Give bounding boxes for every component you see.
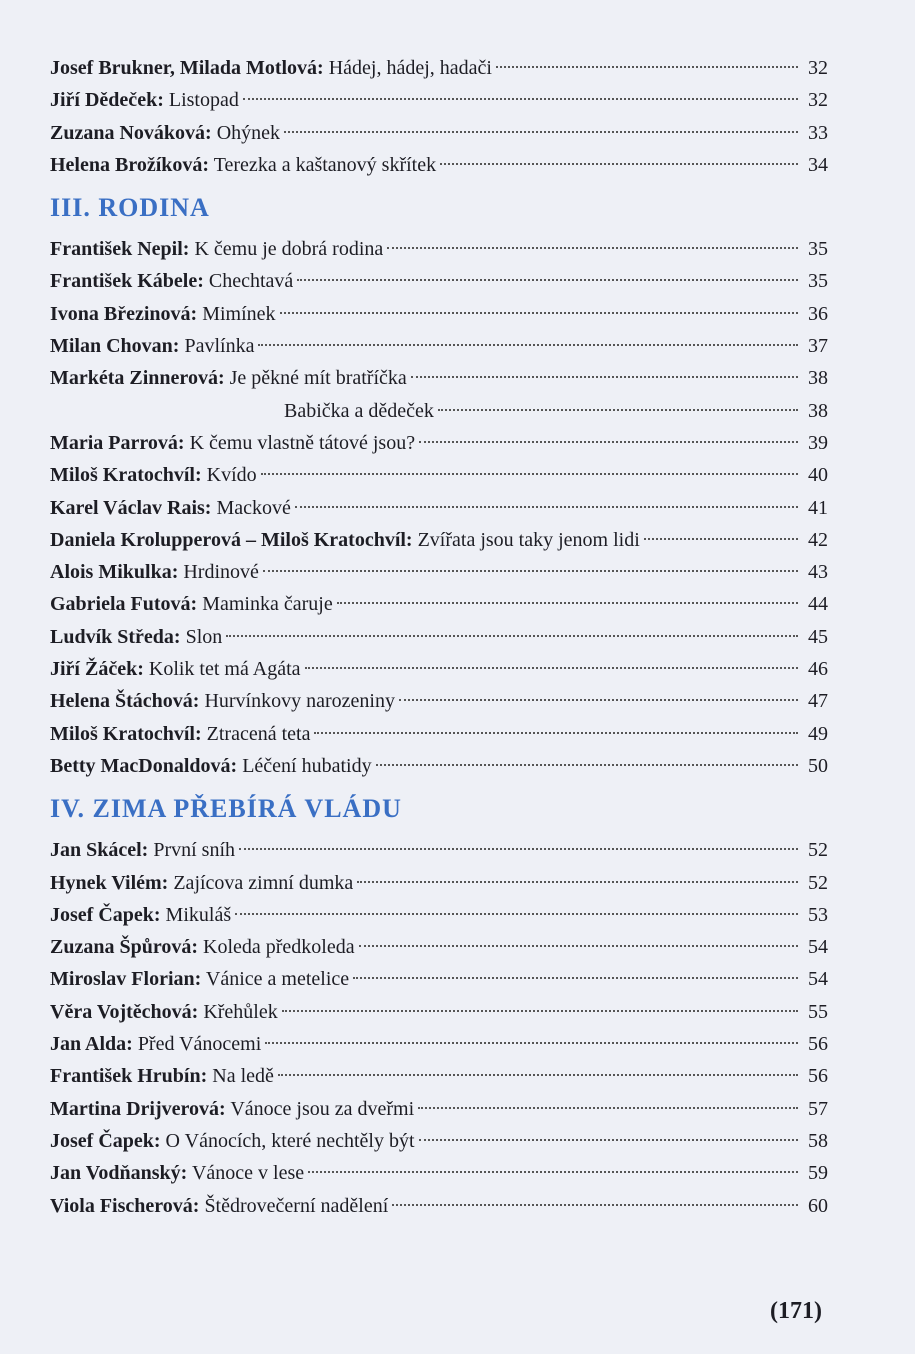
toc-entry: [50, 265, 828, 297]
toc-title: Kolik tet má Agáta: [143, 658, 301, 681]
dot-leader: [392, 1204, 798, 1206]
dot-leader: [418, 1107, 798, 1109]
toc-author: Hynek Vilém:: [50, 871, 169, 894]
toc-title: Mikuláš: [160, 903, 232, 926]
toc-author: Jan Alda:: [50, 1033, 133, 1056]
toc-entry: [50, 588, 828, 620]
toc-page-number: 35: [808, 270, 828, 293]
toc-author: Josef Čapek:: [50, 903, 161, 926]
toc-author: Viola Fischerová:: [50, 1194, 200, 1217]
toc-entry-text: [50, 524, 640, 556]
toc-title: Na ledě: [207, 1065, 274, 1088]
toc-entry: [50, 395, 828, 427]
toc-entry-text: [50, 653, 301, 685]
toc-title: O Vánocích, které nechtěly být: [160, 1129, 415, 1152]
toc-author: Gabriela Futová:: [50, 593, 198, 616]
toc-entry: [50, 899, 828, 931]
toc-entry-text: [50, 1028, 261, 1060]
toc-title: Babička a dědeček: [284, 399, 434, 422]
toc-page-number: 54: [808, 968, 828, 991]
toc-entry-text: [50, 1125, 415, 1157]
toc-entry: [50, 685, 828, 717]
toc-title: Hádej, hádej, hadači: [323, 57, 492, 79]
toc-entry: [50, 117, 828, 149]
toc-entry: [50, 459, 828, 491]
toc-entry-text: [50, 459, 257, 491]
toc-entry-text: [50, 834, 235, 866]
toc-entry-text: [50, 588, 333, 620]
toc-author: Martina Drijverová:: [50, 1097, 226, 1120]
toc-page-number: 40: [808, 464, 828, 487]
toc-entry: [50, 1125, 828, 1157]
dot-leader: [337, 602, 798, 604]
toc-author: Jiří Žáček:: [50, 658, 144, 681]
toc-entry-text: [50, 117, 280, 149]
toc-page-number: 54: [808, 936, 828, 959]
toc-title: Maminka čaruje: [197, 593, 333, 616]
toc-entry-text: [50, 963, 349, 995]
toc-entry-text: [50, 265, 293, 297]
toc-author: Maria Parrová:: [50, 431, 185, 454]
dot-leader: [438, 409, 798, 411]
toc-entry: [50, 1060, 828, 1092]
dot-leader: [440, 163, 798, 165]
toc-entry: [50, 233, 828, 265]
toc-title: Hurvínkovy narozeniny: [199, 690, 395, 713]
toc-author: František Nepil:: [50, 238, 190, 261]
toc-title: Křehůlek: [198, 1000, 278, 1023]
toc-page-number: 34: [808, 153, 828, 176]
toc-author: Jan Skácel:: [50, 839, 149, 862]
toc-entry: [50, 1028, 828, 1060]
toc-author: Markéta Zinnerová:: [50, 367, 225, 390]
toc-author: Miroslav Florian:: [50, 968, 202, 991]
dot-leader: [282, 1010, 798, 1012]
toc-entry: [50, 963, 828, 995]
toc-title: Terezka a kaštanový skřítek: [209, 153, 437, 176]
dot-leader: [305, 667, 798, 669]
dot-leader: [297, 279, 798, 281]
toc-entry-text: [50, 492, 291, 524]
dot-leader: [644, 538, 798, 540]
dot-leader: [353, 977, 798, 979]
toc-entry-text: [50, 931, 355, 963]
toc-page-number: 50: [808, 754, 828, 777]
toc-entry: [50, 524, 828, 556]
dot-leader: [243, 98, 798, 100]
toc-author: Zuzana Špůrová:: [50, 936, 199, 959]
toc-author: Miloš Kratochvíl:: [50, 464, 202, 487]
toc-entry: [50, 556, 828, 588]
toc-entry-text: [50, 718, 310, 750]
toc-page-number: 43: [808, 561, 828, 584]
toc-author: Daniela Krolupperová – Miloš Kratochvíl:: [50, 528, 413, 551]
toc-entry-text: [50, 395, 434, 427]
toc-title: K čemu je dobrá rodina: [189, 238, 384, 261]
toc-page-number: 55: [808, 1000, 828, 1023]
toc-page-number: 52: [808, 839, 828, 862]
toc-title: Zvířata jsou taky jenom lidi: [412, 528, 640, 551]
dot-leader: [357, 881, 798, 883]
dot-leader: [235, 913, 798, 915]
toc-entry-text: [50, 899, 231, 931]
toc-author: Věra Vojtěchová:: [50, 1000, 199, 1023]
toc-author: Josef Brukner, Milada Motlová:: [50, 57, 324, 79]
toc-page-number: 49: [808, 722, 828, 745]
toc-page-number: 56: [808, 1065, 828, 1088]
toc-entry: [50, 653, 828, 685]
toc-author: Ivona Březinová:: [50, 302, 198, 325]
toc-page-number: 47: [808, 690, 828, 713]
toc-entry-text: [50, 1060, 274, 1092]
toc-page-number: 44: [808, 593, 828, 616]
toc-page-number: 37: [808, 335, 828, 358]
toc-title: Je pěkné mít bratříčka: [224, 367, 407, 390]
toc-entry: [50, 1190, 828, 1222]
toc-page-number: 38: [808, 367, 828, 390]
dot-leader: [258, 344, 798, 346]
toc-title: Ohýnek: [211, 121, 281, 144]
toc-author: Josef Čapek:: [50, 1129, 161, 1152]
toc-title: Před Vánocemi: [132, 1033, 262, 1056]
toc-author: Helena Brožíková:: [50, 153, 210, 176]
dot-leader: [278, 1074, 798, 1076]
toc-entry: [50, 621, 828, 653]
table-of-contents: [50, 52, 828, 1222]
toc-entry-text: [50, 149, 436, 181]
toc-entry: [50, 750, 828, 782]
dot-leader: [265, 1042, 798, 1044]
toc-entry-text: [50, 867, 353, 899]
toc-entry-text: [50, 621, 222, 653]
dot-leader: [496, 66, 798, 68]
toc-author: Miloš Kratochvíl:: [50, 722, 202, 745]
toc-author: Ludvík Středa:: [50, 625, 181, 648]
toc-entry-text: [50, 556, 259, 588]
dot-leader: [261, 473, 798, 475]
toc-entry-text: [50, 84, 239, 116]
toc-page-number: 36: [808, 302, 828, 325]
dot-leader: [263, 570, 798, 572]
toc-entry: [50, 149, 828, 181]
section-heading: III. RODINA: [50, 193, 210, 223]
dot-leader: [419, 441, 798, 443]
toc-title: Mimínek: [197, 302, 276, 325]
toc-author: Jiří Dědeček:: [50, 89, 164, 112]
toc-entry: [50, 298, 828, 330]
toc-entry-text: [50, 427, 415, 459]
toc-title: Slon: [180, 625, 223, 648]
toc-title: Listopad: [163, 89, 239, 112]
toc-page-number: 42: [808, 528, 828, 551]
toc-entry: [50, 931, 828, 963]
toc-title: Vánoce v lese: [187, 1162, 305, 1185]
toc-entry-text: [50, 1093, 414, 1125]
dot-leader: [295, 506, 798, 508]
dot-leader: [376, 764, 798, 766]
toc-page-number: 53: [808, 903, 828, 926]
page-number: (171): [770, 1298, 822, 1324]
toc-entry: [50, 492, 828, 524]
toc-entry: [50, 84, 828, 116]
toc-page-number: 32: [808, 89, 828, 112]
toc-entry: [50, 52, 828, 84]
toc-title: Ztracená teta: [201, 722, 311, 745]
toc-entry: [50, 867, 828, 899]
toc-entry: [50, 996, 828, 1028]
dot-leader: [411, 376, 798, 378]
toc-title: Koleda předkoleda: [198, 936, 355, 959]
toc-page-number: 59: [808, 1162, 828, 1185]
dot-leader: [280, 312, 798, 314]
toc-page-number: 58: [808, 1129, 828, 1152]
toc-page-number: 52: [808, 871, 828, 894]
toc-page-number: 46: [808, 658, 828, 681]
toc-title: Chechtavá: [203, 270, 294, 293]
dot-leader: [359, 945, 798, 947]
toc-title: Vánoce jsou za dveřmi: [225, 1097, 415, 1120]
toc-author: Karel Václav Rais:: [50, 496, 212, 519]
toc-title: K čemu vlastně tátové jsou?: [184, 431, 416, 454]
toc-entry-text: [50, 685, 395, 717]
toc-page-number: 56: [808, 1033, 828, 1056]
toc-entry: [50, 362, 828, 394]
toc-title: Pavlínka: [179, 335, 255, 358]
toc-author: František Hrubín:: [50, 1065, 208, 1088]
toc-entry: [50, 427, 828, 459]
toc-page-number: 41: [808, 496, 828, 519]
toc-title: Vánice a metelice: [201, 968, 350, 991]
toc-entry: [50, 1093, 828, 1125]
toc-title: Hrdinové: [178, 561, 259, 584]
toc-page-number: 38: [808, 399, 828, 422]
toc-author: Betty MacDonaldová:: [50, 754, 238, 777]
toc-author: Milan Chovan:: [50, 335, 180, 358]
dot-leader: [239, 848, 798, 850]
toc-entry-text: [50, 233, 383, 265]
toc-page-number: 39: [808, 431, 828, 454]
toc-entry-text: [50, 996, 278, 1028]
toc-entry-text: [50, 1190, 388, 1222]
toc-title: Léčení hubatidy: [237, 754, 372, 777]
toc-title: Mackové: [211, 496, 291, 519]
toc-page-number: 35: [808, 238, 828, 261]
toc-entry-text: [50, 330, 254, 362]
toc-page-number: 32: [808, 57, 828, 79]
toc-page-number: 60: [808, 1194, 828, 1217]
dot-leader: [284, 131, 798, 133]
toc-entry: [50, 834, 828, 866]
toc-page-number: 57: [808, 1097, 828, 1120]
dot-leader: [314, 732, 798, 734]
toc-author: Jan Vodňanský:: [50, 1162, 188, 1185]
dot-leader: [226, 635, 798, 637]
toc-title: Zajícova zimní dumka: [168, 871, 354, 894]
toc-page-number: 45: [808, 625, 828, 648]
toc-page-number: 33: [808, 121, 828, 144]
toc-author: Helena Štáchová:: [50, 690, 200, 713]
toc-author: Alois Mikulka:: [50, 561, 179, 584]
toc-entry-text: [50, 1157, 304, 1189]
toc-entry-text: [50, 362, 407, 394]
toc-entry: [50, 1157, 828, 1189]
toc-entry-text: [50, 298, 276, 330]
section-heading: IV. ZIMA PŘEBÍRÁ VLÁDU: [50, 794, 402, 824]
toc-entry-text: [50, 750, 372, 782]
dot-leader: [387, 247, 798, 249]
toc-entry: [50, 718, 828, 750]
dot-leader: [399, 699, 798, 701]
toc-entry-text: [50, 52, 492, 84]
toc-author: Zuzana Nováková:: [50, 121, 212, 144]
dot-leader: [308, 1171, 798, 1173]
toc-title: Štědrovečerní nadělení: [199, 1194, 389, 1217]
dot-leader: [419, 1139, 798, 1141]
toc-entry: [50, 330, 828, 362]
toc-title: Kvído: [201, 464, 257, 487]
toc-title: První sníh: [148, 839, 236, 862]
toc-author: František Kábele:: [50, 270, 204, 293]
